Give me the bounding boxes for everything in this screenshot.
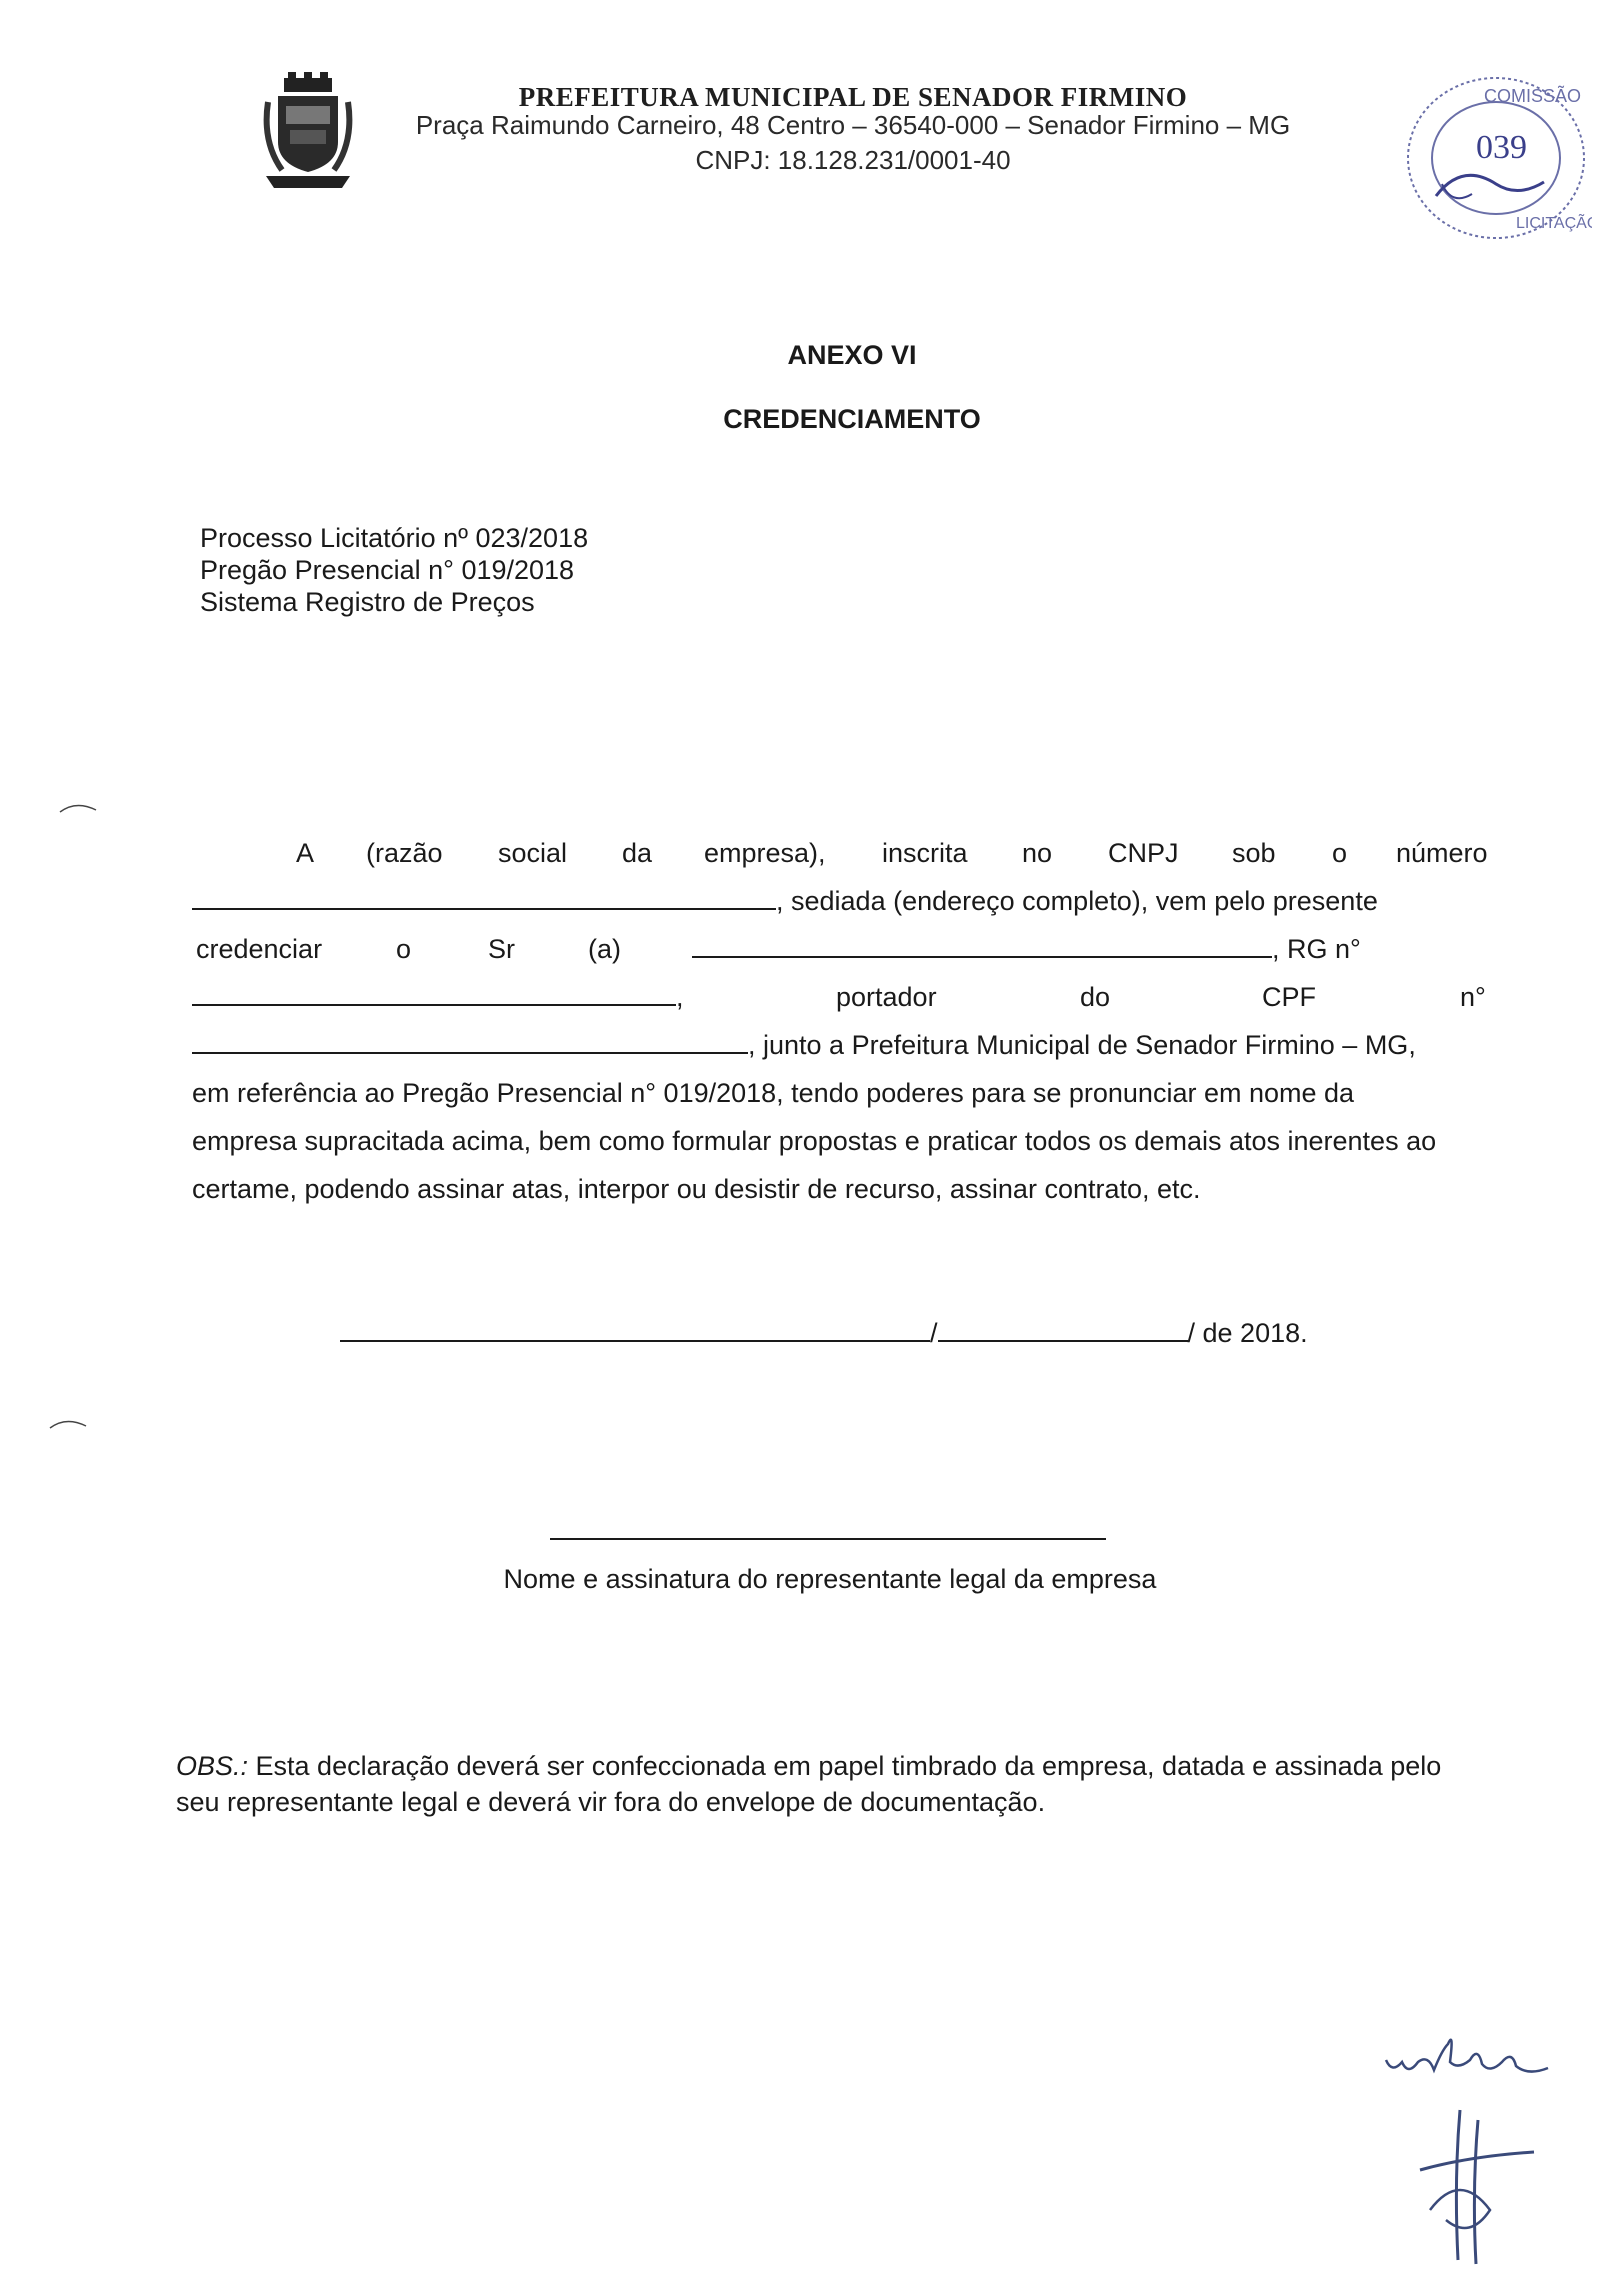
word: n° bbox=[1460, 982, 1486, 1012]
paragraph-line-6 bbox=[192, 1078, 1492, 1126]
paragraph-line-7 bbox=[192, 1126, 1492, 1174]
obs-text: Esta declaração deverá ser confeccionada em papel timbrado da empresa, datada e assinada pelo seu representante legal e deverá vir fora do envelope de documentação. bbox=[176, 1751, 1442, 1817]
word: número bbox=[1396, 838, 1488, 868]
cnpj-blank-field[interactable] bbox=[192, 908, 776, 910]
word: o bbox=[1332, 838, 1348, 868]
word: credenciar bbox=[196, 934, 323, 964]
line-text: , junto a Prefeitura Municipal de Senador Firmino – MG, bbox=[748, 1030, 1416, 1060]
paragraph-line-8 bbox=[192, 1174, 1492, 1222]
credential-paragraph bbox=[192, 838, 1492, 1222]
signature-label: Nome e assinatura do representante legal da empresa bbox=[503, 1564, 1157, 1594]
scan-mark bbox=[58, 800, 98, 814]
word: social bbox=[498, 838, 568, 868]
word: CNPJ bbox=[1108, 838, 1179, 868]
line-text: , RG n° bbox=[1272, 934, 1361, 964]
paragraph-line-3 bbox=[192, 934, 1492, 982]
word: no bbox=[1022, 838, 1053, 868]
observation-note bbox=[176, 1748, 1476, 1820]
word: (a) bbox=[588, 934, 621, 964]
header-address: Praça Raimundo Carneiro, 48 Centro – 36540-000 – Senador Firmino – MG bbox=[415, 110, 1291, 140]
commission-stamp bbox=[1392, 66, 1592, 246]
signature-line[interactable] bbox=[550, 1538, 1106, 1540]
header-cnpj: CNPJ: 18.128.231/0001-40 bbox=[695, 145, 1011, 175]
word: (razão bbox=[366, 838, 443, 868]
cpf-blank-field[interactable] bbox=[192, 1052, 748, 1054]
paragraph-line-1 bbox=[192, 838, 1492, 886]
scan-mark bbox=[48, 1416, 88, 1430]
stamp-number: 039 bbox=[1476, 129, 1527, 166]
word: CPF bbox=[1262, 982, 1316, 1012]
representative-name-blank-field[interactable] bbox=[692, 956, 1272, 958]
obs-label: OBS.: bbox=[176, 1751, 249, 1781]
header-title: PREFEITURA MUNICIPAL DE SENADOR FIRMINO bbox=[518, 82, 1188, 112]
line-text: em referência ao Pregão Presencial n° 019/2018, tendo poderes para se pronunciar em nome da bbox=[192, 1078, 1355, 1108]
date-year: / de 2018. bbox=[1187, 1318, 1308, 1348]
line-text: empresa supracitada acima, bem como formular propostas e praticar todos os demais atos inerentes ao bbox=[192, 1126, 1437, 1156]
paragraph-line-2 bbox=[192, 886, 1492, 934]
line-text: , bbox=[676, 982, 684, 1012]
rg-blank-field[interactable] bbox=[192, 1004, 676, 1006]
word: Sr bbox=[488, 934, 515, 964]
registration-system: Sistema Registro de Preços bbox=[200, 587, 535, 617]
date-line bbox=[340, 1318, 1308, 1349]
stamp-bottom-text: LICITAÇÃO bbox=[1516, 215, 1592, 232]
word: do bbox=[1080, 982, 1111, 1012]
word: o bbox=[396, 934, 412, 964]
word: A bbox=[296, 838, 315, 868]
word: sob bbox=[1232, 838, 1276, 868]
word: portador bbox=[836, 982, 937, 1012]
process-number: Processo Licitatório nº 023/2018 bbox=[200, 523, 589, 553]
word: empresa), bbox=[704, 838, 826, 868]
word: da bbox=[622, 838, 653, 868]
document-heading: CREDENCIAMENTO bbox=[723, 404, 981, 434]
handwritten-initials bbox=[1378, 2010, 1568, 2100]
paragraph-line-4 bbox=[192, 982, 1492, 1030]
day-blank-field[interactable] bbox=[340, 1340, 930, 1342]
date-separator: / bbox=[930, 1318, 938, 1348]
pregao-number: Pregão Presencial n° 019/2018 bbox=[200, 555, 575, 585]
annex-title: ANEXO VI bbox=[787, 340, 917, 370]
handwritten-signature-mark bbox=[1410, 2100, 1540, 2270]
paragraph-line-5 bbox=[192, 1030, 1492, 1078]
month-blank-field[interactable] bbox=[938, 1340, 1188, 1342]
stamp-top-text: COMISSÃO bbox=[1484, 86, 1582, 106]
line-text: certame, podendo assinar atas, interpor ou desistir de recurso, assinar contrato, etc. bbox=[192, 1174, 1201, 1204]
line-text: , sediada (endereço completo), vem pelo presente bbox=[776, 886, 1378, 916]
word: inscrita bbox=[882, 838, 968, 868]
